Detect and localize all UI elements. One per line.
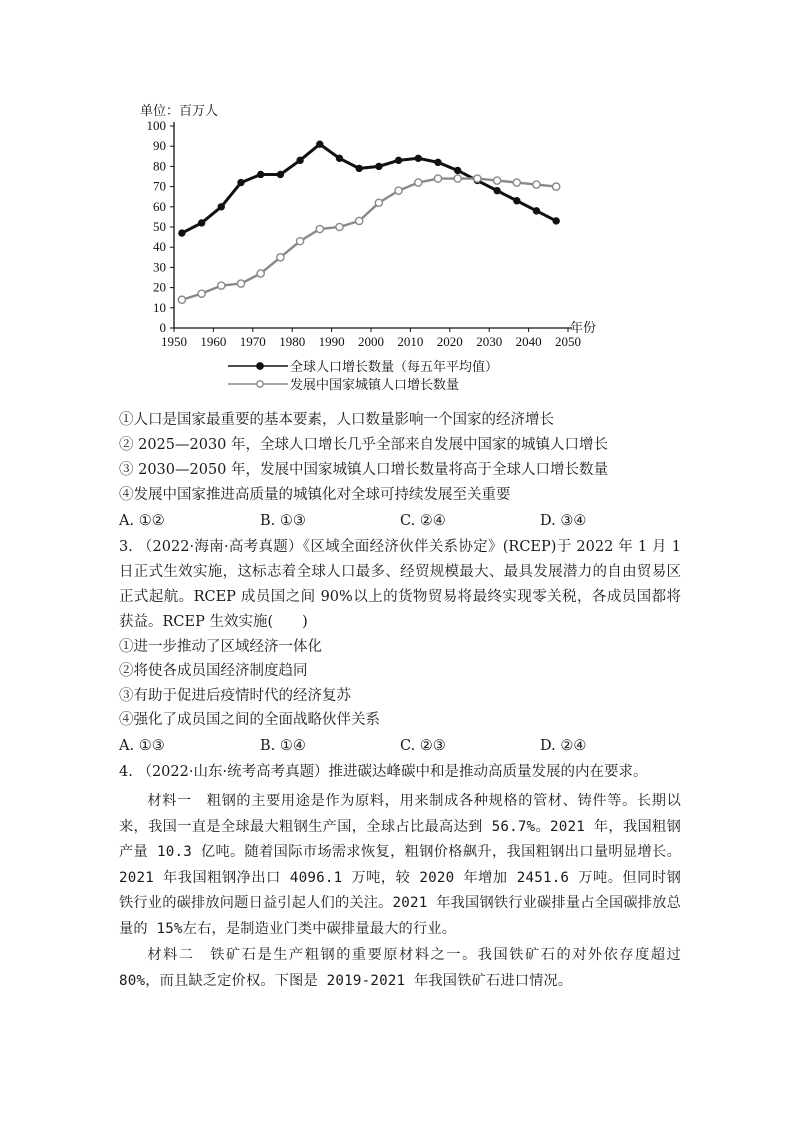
series-2-point bbox=[415, 179, 422, 186]
q2-statement-2: ② 2025—2030 年，全球人口增长几乎全部来自发展中国家的城镇人口增长 bbox=[119, 437, 609, 453]
q2-statement-4: ④发展中国家推进高质量的城镇化对全球可持续发展至关重要 bbox=[119, 487, 511, 503]
legend-marker-2 bbox=[257, 381, 263, 387]
series-1-point bbox=[198, 220, 204, 226]
y-tick-label: 90 bbox=[153, 138, 166, 154]
series-2-point bbox=[356, 217, 363, 224]
y-tick-label: 0 bbox=[159, 320, 166, 335]
series-1-point bbox=[514, 198, 520, 204]
y-tick-label: 30 bbox=[153, 259, 166, 275]
q4-material-1: 材料一 粗钢的主要用途是作为原料，用来制成各种规格的管材、铸件等。长期以来，我国一直是全球最大粗钢生产国，全球占比最高达到 56.7%。2021 年，我国粗钢产量 10.3 亿吨。随着国际市场需求恢复，粗钢价格飙升，我国粗钢出口量明显增长。2021 年我国粗钢净出口 4096.1 万吨，较 2020 年增加 2451.6 万吨。但同时钢铁行业的碳排放问题日益引起人们的关注。2021 年我国钢铁行业碳排量占全国碳排放总量的 15%左右，是制造业门类中碳排量最大的行业。 bbox=[119, 793, 681, 937]
x-tick-label: 2030 bbox=[476, 334, 503, 349]
series-2-point bbox=[553, 183, 560, 190]
series-2-point bbox=[474, 175, 481, 182]
series-1-point bbox=[415, 155, 421, 161]
series-2-point bbox=[533, 181, 540, 188]
series-2-point bbox=[493, 177, 500, 184]
series-2-point bbox=[218, 282, 225, 289]
series-1-point bbox=[533, 208, 539, 214]
chart-unit-label: 单位：百万人 bbox=[140, 104, 219, 119]
series-2-point bbox=[257, 270, 264, 277]
q3-statement-4: ④强化了成员国之间的全面战略伙伴关系 bbox=[119, 712, 380, 728]
x-tick-label: 2050 bbox=[555, 334, 581, 349]
q2-option-d[interactable]: D. ③④ bbox=[540, 513, 587, 529]
series-1-point bbox=[297, 157, 303, 163]
q2-option-b[interactable]: B. ①③ bbox=[260, 513, 306, 529]
q2-statement-1: ①人口是国家最重要的基本要素，人口数量影响一个国家的经济增长 bbox=[119, 412, 554, 428]
q3-statement-2: ②将使各成员国经济制度趋同 bbox=[119, 663, 308, 679]
x-tick-label: 1960 bbox=[200, 334, 227, 349]
x-tick-label: 1950 bbox=[161, 334, 187, 349]
series-1-point bbox=[553, 218, 559, 224]
x-tick-label: 2000 bbox=[358, 334, 384, 349]
legend-marker-1 bbox=[257, 363, 263, 369]
x-tick-label: 1990 bbox=[318, 334, 345, 349]
series-2-point bbox=[296, 238, 303, 245]
series-1-point bbox=[179, 230, 185, 236]
y-tick-label: 10 bbox=[153, 299, 166, 315]
x-tick-label: 2020 bbox=[436, 334, 463, 349]
series-1-point bbox=[376, 163, 382, 169]
series-2-point bbox=[513, 179, 520, 186]
q3-option-d[interactable]: D. ②④ bbox=[540, 738, 587, 754]
legend-label-1: 全球人口增长数量（每五年平均值） bbox=[290, 360, 499, 375]
q2-statement-3: ③ 2030—2050 年，发展中国家城镇人口增长数量将高于全球人口增长数量 bbox=[119, 462, 609, 478]
x-axis-label: 年份 bbox=[570, 321, 597, 336]
series-2-point bbox=[434, 175, 441, 182]
q3-statement-1: ①进一步推动了区域经济一体化 bbox=[119, 639, 322, 655]
series-1-point bbox=[257, 171, 263, 177]
series-2-point bbox=[198, 290, 205, 297]
q3-option-a[interactable]: A. ①③ bbox=[119, 738, 165, 754]
x-tick-label: 1970 bbox=[239, 334, 266, 349]
q4-stem: 4. （2022·山东·统考高考真题）推进碳达峰碳中和是推动高质量发展的内在要求。 bbox=[119, 764, 648, 780]
series-2-point bbox=[178, 296, 185, 303]
series-1-point bbox=[238, 179, 244, 185]
series-2-point bbox=[336, 223, 343, 230]
series-2-point bbox=[277, 254, 284, 261]
q3-stem: 3. （2022·海南·高考真题）《区域全面经济伙伴关系协定》(RCEP)于 2022 年 1 月 1 日正式生效实施，这标志着全球人口最多、经贸规模最大、最具发展潜力的自由贸易区正式起航。RCEP 成员国之间 90%以上的货物贸易将最终实现零关税，各成员国都将获益。RCEP 生效实施( ) bbox=[119, 539, 681, 630]
x-tick-label: 2040 bbox=[515, 334, 542, 349]
series-1-point bbox=[494, 187, 500, 193]
y-tick-label: 40 bbox=[153, 239, 166, 255]
series-1-point bbox=[336, 155, 342, 161]
series-1-point bbox=[435, 159, 441, 165]
q4-material-2: 材料二 铁矿石是生产粗钢的重要原材料之一。我国铁矿石的对外依存度超过 80%，而且缺乏定价权。下图是 2019-2021 年我国铁矿石进口情况。 bbox=[119, 947, 681, 989]
series-1-point bbox=[317, 141, 323, 147]
population-line-chart bbox=[120, 98, 620, 398]
x-tick-label: 2010 bbox=[397, 334, 424, 349]
legend-label-2: 发展中国家城镇人口增长数量 bbox=[290, 378, 460, 393]
series-1-point bbox=[454, 167, 460, 173]
series-2-point bbox=[237, 280, 244, 287]
y-tick-label: 60 bbox=[153, 198, 166, 214]
x-tick-label: 1980 bbox=[279, 334, 306, 349]
q3-option-c[interactable]: C. ②③ bbox=[400, 738, 446, 754]
y-tick-label: 100 bbox=[146, 118, 166, 133]
series-1-point bbox=[356, 165, 362, 171]
q2-option-c[interactable]: C. ②④ bbox=[400, 513, 446, 529]
population-chart bbox=[120, 98, 620, 398]
q3-statement-3: ③有助于促进后疫情时代的经济复苏 bbox=[119, 688, 351, 704]
series-2-point bbox=[316, 225, 323, 232]
series-2-point bbox=[395, 187, 402, 194]
series-1-point bbox=[395, 157, 401, 163]
q3-option-b[interactable]: B. ①④ bbox=[260, 738, 306, 754]
series-2-point bbox=[375, 199, 382, 206]
series-1-point bbox=[218, 204, 224, 210]
y-tick-label: 20 bbox=[153, 279, 166, 295]
q2-option-a[interactable]: A. ①② bbox=[119, 513, 165, 529]
series-1-point bbox=[277, 171, 283, 177]
series-2-point bbox=[454, 175, 461, 182]
y-tick-label: 70 bbox=[153, 178, 166, 194]
y-tick-label: 80 bbox=[153, 158, 166, 174]
y-tick-label: 50 bbox=[153, 219, 166, 234]
